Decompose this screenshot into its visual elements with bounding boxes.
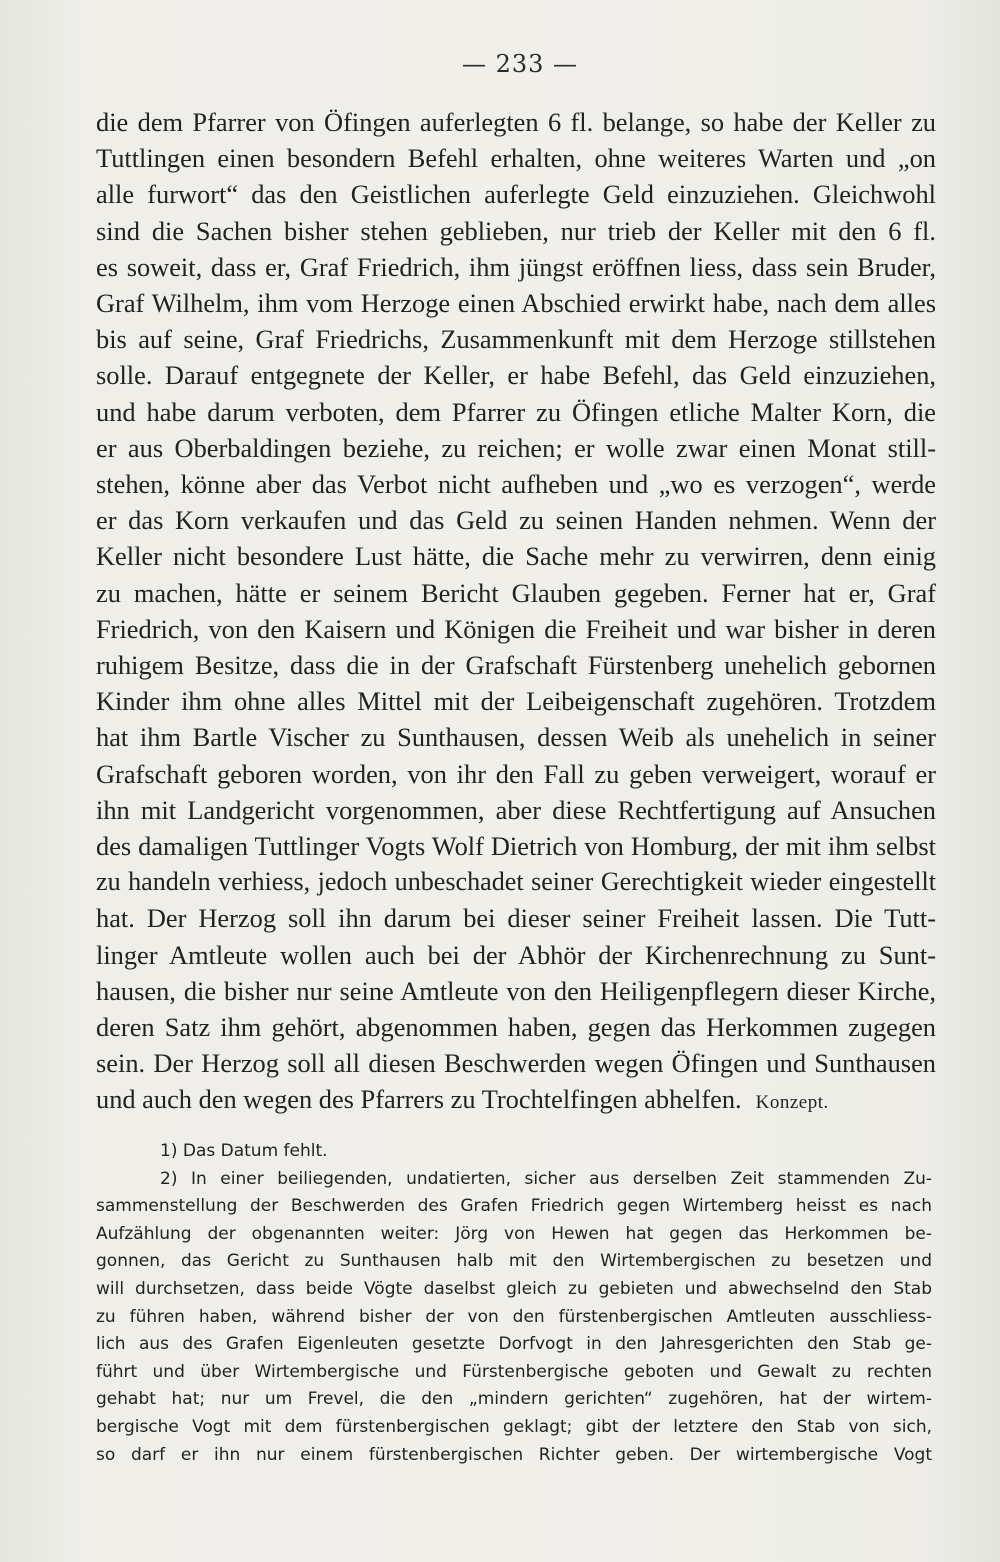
text-line: Kinder ihm ohne alles Mittel mit der Leibeigenschaft zugehören. Trotzdem: [96, 686, 936, 717]
text-line: des damaligen Tuttlinger Vogts Wolf Dietrich von Homburg, der mit ihm selbst: [96, 831, 936, 862]
text-line: die dem Pfarrer von Öfingen auferlegten 6 fl. belange, so habe der Keller zu: [96, 107, 936, 137]
text-line: Friedrich, von den Kaisern und Königen die Freiheit und war bisher in deren: [96, 613, 936, 644]
main-text: [96, 104, 936, 1122]
text-line: zu machen, hätte er seinem Bericht Glauben gegeben. Ferner hat er, Graf: [96, 577, 936, 608]
text-line: und habe darum verboten, dem Pfarrer zu Öfingen etliche Malter Korn, die: [96, 396, 936, 427]
text-line: linger Amtleute wollen auch bei der Abhör der Kirchenrechnung zu Sunt-: [96, 939, 936, 970]
text-line: ihn mit Landgericht vorgenommen, aber diese Rechtfertigung auf Ansuchen: [96, 794, 936, 825]
text-line: hat. Der Herzog soll ihn darum bei dieser seiner Freiheit lassen. Die Tutt-: [96, 903, 936, 934]
text-line-last: [96, 1081, 936, 1121]
footnote-2-line: führt und über Wirtembergische und Fürstenbergische geboten und Gewalt zu rechten: [96, 1361, 932, 1382]
text-line: zu handeln verhiess, jedoch unbeschadet seiner Gerechtigkeit wieder eingestellt: [96, 867, 936, 897]
footnote-2-line: gonnen, das Gericht zu Sunthausen halb mit den Wirtembergischen zu besetzen und: [96, 1251, 932, 1272]
footnote-1: 1) Das Datum fehlt.: [160, 1141, 328, 1161]
text-line: sein. Der Herzog soll all diesen Beschwerden wegen Öfingen und Sunthausen: [96, 1048, 936, 1079]
text-line: Keller nicht besondere Lust hätte, die Sache mehr zu verwirren, denn einig: [96, 541, 936, 572]
konzept-label: Konzept.: [755, 1092, 829, 1114]
footnote-2-line: so darf er ihn nur einem fürstenbergischen Richter geben. Der wirtembergische Vogt: [96, 1444, 932, 1465]
text-line: es soweit, dass er, Graf Friedrich, ihm jüngst eröffnen liess, dass sein Bruder,: [96, 251, 936, 282]
footnote-2-line: lich aus des Grafen Eigenleuten gesetzte Dorfvogt in den Jahresgerichten den Stab ge-: [96, 1334, 932, 1355]
text-line: deren Satz ihm gehört, abgenommen haben, gegen das Herkommen zugegen: [96, 1012, 936, 1043]
text-line: Graf Wilhelm, ihm vom Herzoge einen Abschied erwirkt habe, nach dem alles: [96, 288, 936, 319]
footnote-2-line: Aufzählung der obgenannten weiter: Jörg von Hewen hat gegen das Herkommen be-: [96, 1223, 932, 1244]
text-line: stehen, könne aber das Verbot nicht aufheben und „wo es verzogen“, werde: [96, 469, 936, 500]
text-line-content: und auch den wegen des Pfarrers zu Trochtelfingen abhelfen.: [96, 1084, 742, 1115]
footnotes: [96, 1138, 932, 1469]
footnote-2-line: bergische Vogt mit dem fürstenbergischen geklagt; gibt der letztere den Stab von sich,: [96, 1416, 932, 1437]
footnote-2-line: 2) In einer beiliegenden, undatierten, sicher aus derselben Zeit stammenden Zu-: [160, 1168, 932, 1189]
footnote-2-line: zu führen haben, während bisher der von den fürstenbergischen Amtleuten ausschliess-: [96, 1306, 932, 1327]
text-line: er das Korn verkaufen und das Geld zu seinen Handen nehmen. Wenn der: [96, 505, 936, 536]
text-line: alle furwort“ das den Geistlichen auferlegte Geld einzuziehen. Gleichwohl: [96, 179, 936, 210]
footnote-2-line: sammenstellung der Beschwerden des Grafen Friedrich gegen Wirtemberg heisst es nach: [96, 1196, 932, 1217]
text-line: ruhigem Besitze, dass die in der Grafschaft Fürstenberg unehelich gebornen: [96, 650, 936, 681]
footnote-2-line: will durchsetzen, dass beide Vögte daselbst gleich zu gebieten und abwechselnd den Stab: [96, 1278, 932, 1299]
text-line: sind die Sachen bisher stehen geblieben, nur trieb der Keller mit den 6 fl.: [96, 215, 936, 246]
text-line: Tuttlingen einen besondern Befehl erhalten, ohne weiteres Warten und „on: [96, 143, 936, 174]
text-line: hat ihm Bartle Vischer zu Sunthausen, dessen Weib als unehelich in seiner: [96, 722, 936, 753]
page-number: — 233 —: [461, 50, 579, 78]
text-line: Grafschaft geboren worden, von ihr den Fall zu geben verweigert, worauf er: [96, 758, 936, 789]
text-line: er aus Oberbaldingen beziehe, zu reichen; er wolle zwar einen Monat still-: [96, 432, 936, 463]
text-line: solle. Darauf entgegnete der Keller, er habe Befehl, das Geld einzuziehen,: [96, 360, 936, 391]
footnote-2-line: gehabt hat; nur um Frevel, die den „mindern gerichten“ zugehören, hat der wirtem-: [96, 1389, 932, 1410]
text-line: bis auf seine, Graf Friedrichs, Zusammenkunft mit dem Herzoge stillstehen: [96, 324, 936, 355]
text-line: hausen, die bisher nur seine Amtleute von den Heiligenpflegern dieser Kirche,: [96, 975, 936, 1006]
